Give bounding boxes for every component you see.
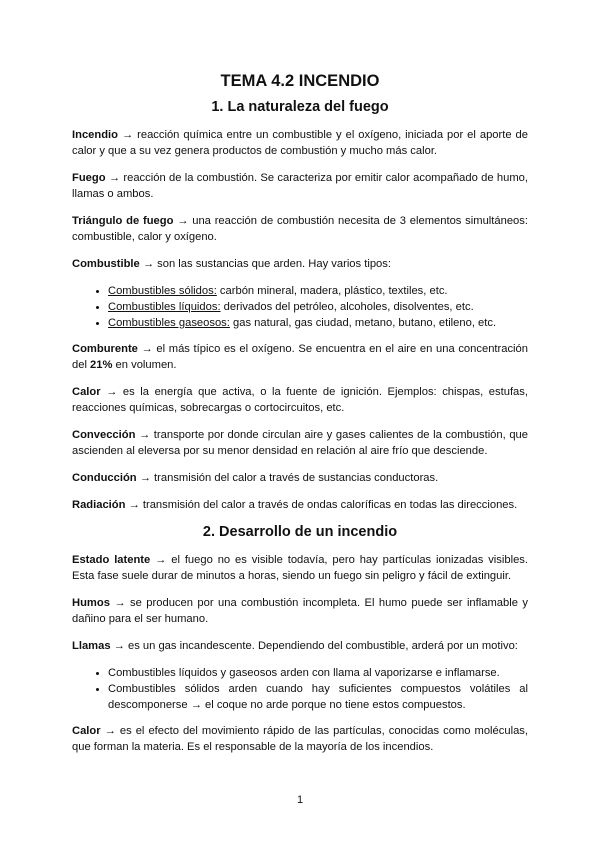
definition-text: → reacción de la combustión. Se caracteriza por emitir calor acompañado de humo, llamas o ambos. [72,172,528,200]
definition-text: → son las sustancias que arden. Hay varios tipos: [139,258,391,270]
term: Radiación [72,499,126,511]
definition-conduccion [72,470,528,486]
term: Calor [72,725,101,737]
term: Fuego [72,172,106,184]
list-item [108,315,528,331]
definition-text: → transmisión del calor a través de sustancias conductoras. [136,472,439,484]
term: Estado latente [72,554,151,566]
list-item-label: Combustibles gaseosos: [108,317,230,329]
definition-text: → una reacción de combustión necesita de 3 elementos simultáneos: combustible, calor y oxígeno. [72,215,528,243]
page-number: 1 [296,794,304,806]
list-item [108,283,528,299]
definition-text: en volumen. [112,359,177,371]
list-item: • Combustibles líquidos y gaseosos arden con llama al vaporizarse e inflamarse. [108,665,528,681]
definition-combustible [72,256,528,272]
definition-comburente [72,341,528,373]
list-item-text: carbón mineral, madera, plástico, textiles, etc. [216,285,448,297]
term: Calor [72,386,101,398]
section-heading-desarrollo: 2. Desarrollo de un incendio [202,524,398,540]
definition-text: → se producen por una combustión incompleta. El humo puede ser inflamable y dañino para el ser humano. [72,597,528,625]
list-item [108,299,528,315]
section-heading-naturaleza: 1. La naturaleza del fuego [211,99,389,115]
highlight-value: 21% [90,359,113,371]
term: Combustible [72,258,140,270]
term: Conducción [72,472,137,484]
definition-llamas [72,638,528,654]
definition-fuego [72,170,528,202]
definition-humos [72,595,528,627]
term: Convección [72,429,136,441]
definition-text: → es un gas incandescente. Dependiendo del combustible, arderá por un motivo: [110,640,518,652]
definition-text: → transporte por donde circulan aire y gases calientes de la combustión, que ascienden al eleversa por su menor densidad en relación al aire frío que desciende. [72,429,528,457]
definition-text: → es el efecto del movimiento rápido de las partículas, conocidas como moléculas, que forman la materia. Es el responsable de la mayoría de los incendios. [72,725,528,753]
combustible-types-list [72,283,528,331]
list-item-label: Combustibles sólidos: [108,285,217,297]
term: Humos [72,597,110,609]
definition-incendio [72,127,528,159]
term: Comburente [72,343,138,355]
definition-radiacion [72,497,528,513]
document-title: TEMA 4.2 INCENDIO [220,72,380,90]
list-item-text: gas natural, gas ciudad, metano, butano, etileno, etc. [229,317,497,329]
definition-text: → reacción química entre un combustible y el oxígeno, iniciada por el aporte de calor y que a su vez genera productos de combustión y mucho más calor. [72,129,528,157]
list-item-text: derivados del petróleo, alcoholes, disolventes, etc. [220,301,474,313]
definition-calor-2 [72,723,528,755]
definition-triangulo [72,213,528,245]
list-item-label: Combustibles líquidos: [108,301,221,313]
definition-text: → es la energía que activa, o la fuente de ignición. Ejemplos: chispas, estufas, reacciones químicas, sobrecargas o cortocircuitos, etc. [72,386,528,414]
definition-text: → transmisión del calor a través de ondas caloríficas en todas las direcciones. [125,499,518,511]
llamas-list [72,665,528,713]
list-item: • Combustibles sólidos arden cuando hay suficientes compuestos volátiles al descomponerse → el coque no arde porque no tiene estos compuestos. [108,681,528,713]
definition-text: → el fuego no es visible todavía, pero hay partículas ionizadas visibles. Esta fase suele durar de minutos a horas, siendo un fuego sin peligro y fácil de extinguir. [72,554,528,582]
definition-calor [72,384,528,416]
definition-conveccion [72,427,528,459]
definition-text: → el más típico es el oxígeno. Se encuentra en el aire en una concentración del [72,343,528,371]
term: Llamas [72,640,111,652]
definition-estado-latente [72,552,528,584]
term: Triángulo de fuego [72,215,174,227]
term: Incendio [72,129,118,141]
